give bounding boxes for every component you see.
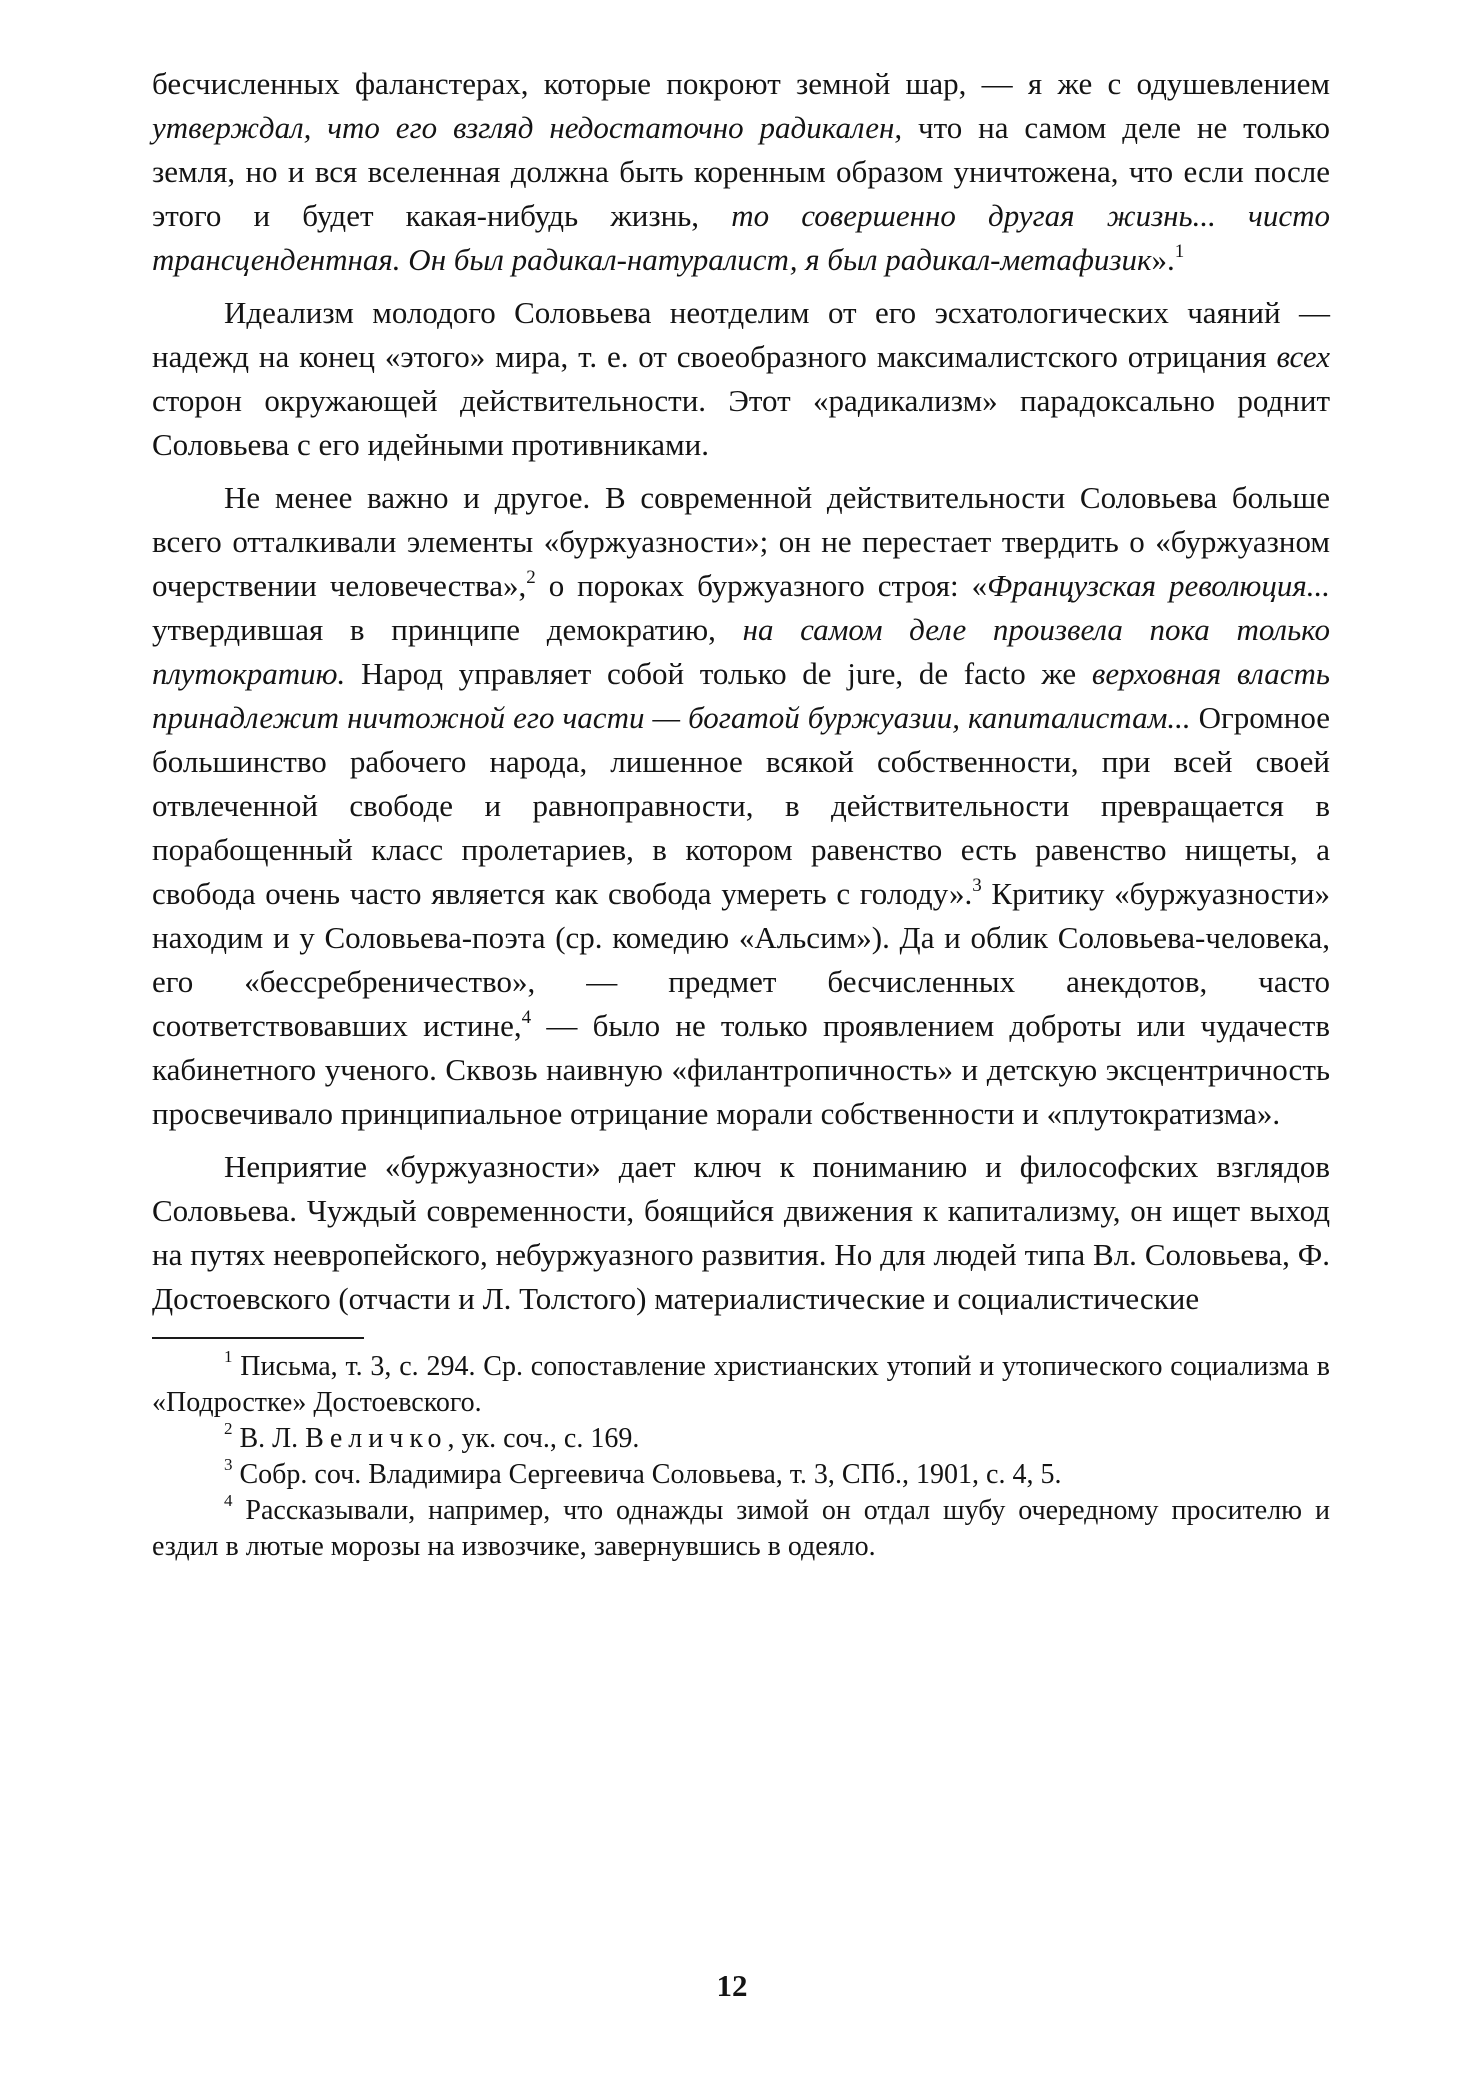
text-run: Народ управляет собой только de jure, de facto же — [345, 656, 1092, 691]
italic-run: Французская революция... — [987, 568, 1331, 603]
page-body — [152, 62, 1330, 1565]
paragraph-4 — [152, 1145, 1330, 1321]
footnote-text: , ук. соч., с. 169. — [447, 1423, 640, 1454]
footnote-author: Величко — [305, 1423, 448, 1454]
text-run: Не менее важно и другое. В современной действительности Соловьева больше всего отталкивали элементы «буржуазности»; он не перестает твердить о «буржуазном очерствении человечества», — [152, 480, 1330, 603]
italic-run: верховная власть принадлежит ничтожной его части — богатой буржуазии, капиталистам... — [152, 656, 1330, 735]
text-run: что на самом деле не только земля, но и вся вселенная должна быть коренным образом уничтожена, что если после этого и будет какая-нибудь жизнь, — [152, 110, 1330, 233]
page-number: 12 — [716, 1968, 748, 2003]
footnote-text: В. Л. — [232, 1423, 306, 1454]
footnote-mark: 2 — [224, 1418, 233, 1438]
paragraph-1 — [152, 62, 1330, 282]
footnote-text: Собр. соч. Владимира Сергеевича Соловьева, т. 3, СПб., 1901, с. 4, 5. — [232, 1459, 1062, 1490]
text-run: — было не только проявлением доброты или чудачеств кабинетного ученого. Сквозь наивную «филантропичность» и детскую эксцентричность просвечивало принципиальное отрицание морали собственности и «плутократизма». — [152, 1008, 1330, 1131]
footnote-ref-3: 3 — [972, 874, 982, 896]
footnotes — [152, 1346, 1330, 1565]
italic-run: всех — [1276, 339, 1330, 374]
text-run: о пороках буржуазного строя: « — [535, 568, 988, 603]
footnote-ref-2: 2 — [526, 566, 536, 588]
text-run: Неприятие «буржуазности» дает ключ к пониманию и философских взглядов Соловьева. Чуждый современности, боящийся движения к капитализму, он ищет выход на путях неевропейского, небуржуазного развития. Но для людей типа Вл. Соловьева, Ф. Достоевского (отчасти и Л. Толстого) материалистические и социалистические — [152, 1149, 1330, 1316]
footnote-mark: 3 — [224, 1454, 233, 1474]
paragraph-2 — [152, 291, 1330, 467]
italic-run: утверждал, что его взгляд недостаточно радикален, — [152, 110, 903, 145]
footnote-divider — [152, 1337, 364, 1339]
footnote-1 — [152, 1346, 1330, 1421]
footnote-mark: 4 — [224, 1490, 233, 1510]
text-run: Критику «буржуазности» находим и у Соловьева-поэта (ср. комедию «Альсим»). Да и облик Соловьева-человека, его «бессребреничество», — предмет бесчисленных анекдотов, часто соответствовавших истине, — [152, 876, 1331, 1043]
text-run: сторон окружающей действительности. Этот «радикализм» парадоксально роднит Соловьева с его идейными противниками. — [152, 383, 1330, 462]
text-run: ». — [1151, 242, 1175, 277]
footnote-mark: 1 — [224, 1346, 233, 1366]
italic-run: то совершенно другая жизнь... чисто трансцендентная. Он был радикал-натуралист, я был радикал-метафизик — [152, 198, 1330, 277]
paragraph-3 — [152, 476, 1330, 1136]
footnote-ref-1: 1 — [1174, 240, 1185, 262]
italic-run: на самом деле произвела пока только плутократию. — [152, 612, 1331, 691]
text-run: утвердившая в принципе демократию, — [152, 612, 743, 647]
text-run: Огромное большинство рабочего народа, лишенное всякой собственности, при всей своей отвлеченной свободе и равноправности, в действительности превращается в порабощенный класс пролетариев, в котором равенство есть равенство нищеты, а свобода очень часто является как свобода умереть с голоду». — [152, 700, 1331, 911]
main-text — [152, 62, 1330, 1321]
footnote-ref-4: 4 — [521, 1006, 532, 1028]
footnote-text: Письма, т. 3, с. 294. Ср. сопоставление христианских утопий и утопического социализма в «Подростке» Достоевского. — [152, 1351, 1330, 1418]
footnote-3 — [152, 1454, 1330, 1493]
text-run: Идеализм молодого Соловьева неотделим от его эсхатологических чаяний — надежд на конец «этого» мира, т. е. от своеобразного максималистского отрицания — [152, 295, 1330, 374]
footnote-4 — [152, 1490, 1330, 1565]
footnote-text: Рассказывали, например, что однажды зимой он отдал шубу очередному просителю и ездил в лютые морозы на извозчике, завернувшись в одеяло. — [152, 1495, 1330, 1562]
footnote-2 — [152, 1418, 1330, 1457]
text-run: бесчисленных фаланстерах, которые покроют земной шар, — я же с одушевлением — [152, 66, 1330, 101]
